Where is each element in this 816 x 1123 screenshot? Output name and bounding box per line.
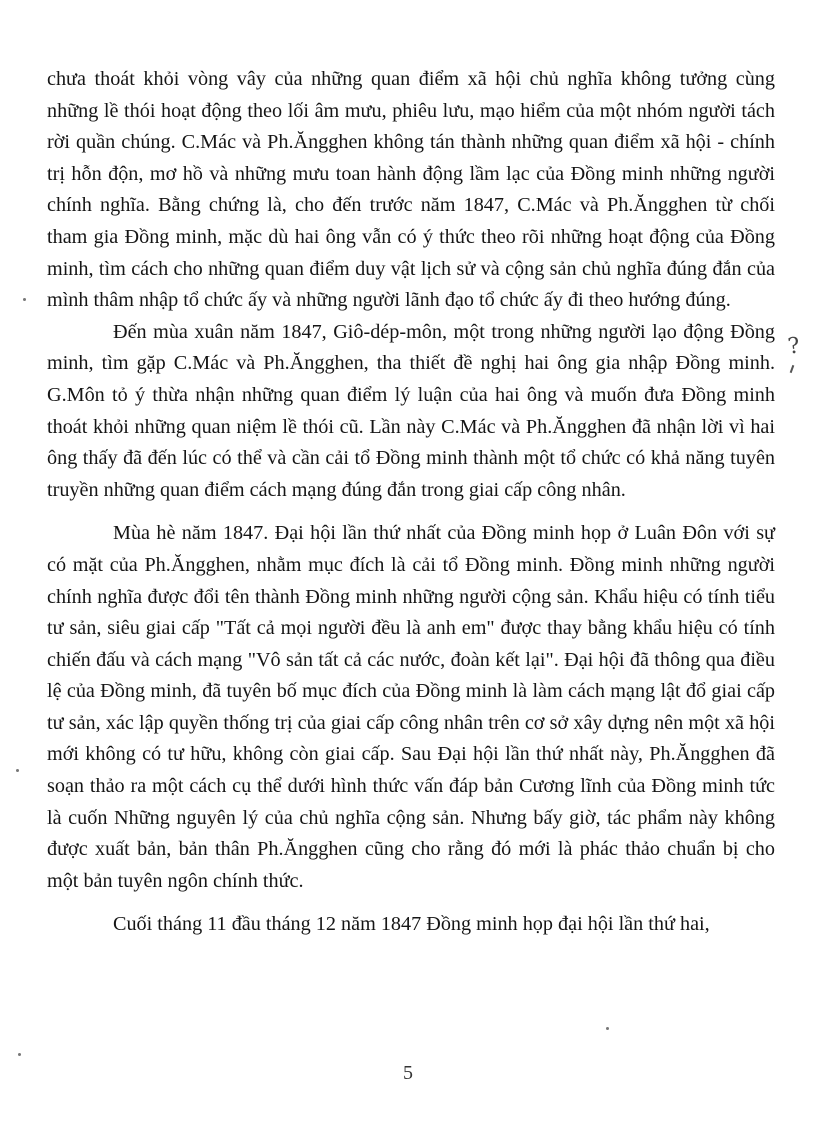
handwritten-question-mark: ?	[786, 333, 802, 360]
body-text	[47, 64, 775, 941]
margin-tick-mark	[790, 365, 795, 373]
scan-speck	[23, 298, 26, 301]
page-number: 5	[403, 1062, 413, 1084]
paragraph-3: Mùa hè năm 1847. Đại hội lần thứ nhất của Đồng minh họp ở Luân Đôn với sự có mặt của Ph.Ăngghen, nhằm mục đích là cải tổ Đồng minh. Đồng minh những người chính nghĩa được đổi tên thành Đồng minh những người cộng sản. Khẩu hiệu có tính tiểu tư sản, siêu giai cấp "Tất cả mọi người đều là anh em" được thay bằng khẩu hiệu có tính chiến đấu và cách mạng "Vô sản tất cả các nước, đoàn kết lại". Đại hội đã thông qua điều lệ của Đồng minh, đã tuyên bố mục đích của Đồng minh là làm cách mạng lật đổ giai cấp tư sản, xác lập quyền thống trị của giai cấp công nhân trên cơ sở xây dựng nên một xã hội mới không có tư hữu, không còn giai cấp. Sau Đại hội lần thứ nhất này, Ph.Ăngghen đã soạn thảo ra một cách cụ thể dưới hình thức vấn đáp bản Cương lĩnh của Đồng minh tức là cuốn Những nguyên lý của chủ nghĩa cộng sản. Nhưng bấy giờ, tác phẩm này không được xuất bản, bản thân Ph.Ăngghen cũng cho rằng đó mới là phác thảo chuẩn bị cho một bản tuyên ngôn chính thức.	[47, 522, 775, 892]
paragraph-4: Cuối tháng 11 đầu tháng 12 năm 1847 Đồng minh họp đại hội lần thứ hai,	[113, 913, 710, 936]
scan-speck	[606, 1027, 609, 1030]
paragraph-1: chưa thoát khỏi vòng vây của những quan điểm xã hội chủ nghĩa không tưởng cùng những lề thói hoạt động theo lối âm mưu, phiêu lưu, mạo hiểm của một nhóm người tách rời quần chúng. C.Mác và Ph.Ăngghen không tán thành những quan điểm xã hội - chính trị hỗn độn, mơ hồ và những mưu toan hành động lầm lạc của Đồng minh những người chính nghĩa. Bằng chứng là, cho đến trước năm 1847, C.Mác và Ph.Ăngghen từ chối tham gia Đồng minh, mặc dù hai ông vẫn có ý thức theo rõi những hoạt động của Đồng minh, tìm cách cho những quan điểm duy vật lịch sử và cộng sản chủ nghĩa đúng đắn của mình thâm nhập tổ chức ấy và những người lãnh đạo tổ chức ấy đi theo hướng đúng.	[47, 68, 775, 312]
scan-speck	[16, 769, 19, 772]
paragraph-2: Đến mùa xuân năm 1847, Giô-dép-môn, một trong những người lạo động Đồng minh, tìm gặp C.Mác và Ph.Ăngghen, tha thiết đề nghị hai ông gia nhập Đồng minh. G.Môn tỏ ý thừa nhận những quan điểm lý luận của hai ông và muốn đưa Đồng minh thoát khỏi những quan niệm lề thói cũ. Lần này C.Mác và Ph.Ăngghen đã nhận lời vì hai ông thấy đã đến lúc có thể và cần cải tổ Đồng minh thành một tổ chức có khả năng tuyên truyền những quan điểm cách mạng đúng đắn trong giai cấp công nhân.	[47, 320, 775, 501]
scan-speck	[18, 1053, 21, 1056]
